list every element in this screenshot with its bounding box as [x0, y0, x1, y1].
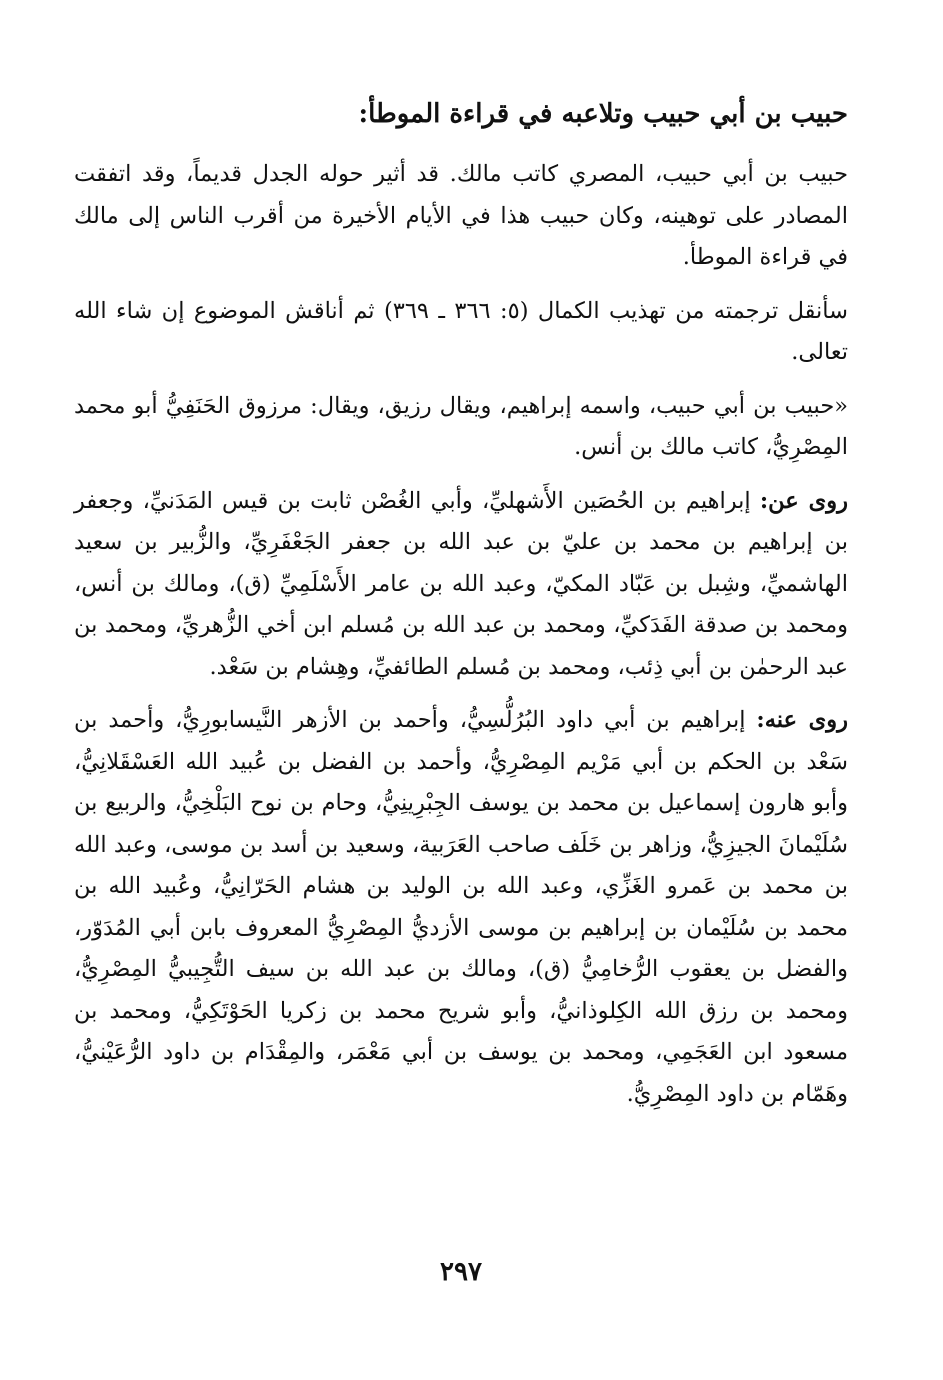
quoted-biography-paragraph: «حبيب بن أبي حبيب، واسمه إبراهيم، ويقال رزيق، ويقال: مرزوق الحَنَفِيُّ أبو محمد المِصْرِيُّ، كاتب مالك بن أنس. — [74, 392, 848, 460]
narrated-from-text: إبراهيم بن الحُصَين الأَشهليِّ، وأبي الغُصْن ثابت بن قيس المَدَنيِّ، وجعفر بن إبراهيم بن محمد بن عليّ بن عبد الله بن جعفر الجَعْفَرِيِّ، والزُّبير بن سعيد الهاشميِّ، وشِبل بن عَبّاد المكيّ، وعبد الله بن عامر الأَسْلَمِيِّ (ق)، ومالك بن أنس، ومحمد بن صدقة الفَدَكيِّ، ومحمد بن عبد الله بن مُسلم ابن أخي الزُّهريِّ، ومحمد بن عبد الرحمٰن بن أبي ذِئب، ومحمد بن مُسلم الطائفيِّ، وهِشام بن سَعْد. — [74, 487, 848, 680]
narrated-by-paragraph — [74, 700, 848, 1115]
narrated-from-paragraph — [74, 481, 848, 689]
plan-paragraph: سأنقل ترجمته من تهذيب الكمال (٥: ٣٦٦ ـ ٣٦٩) ثم أناقش الموضوع إن شاء الله تعالى. — [74, 297, 849, 365]
intro-paragraph: حبيب بن أبي حبيب، المصري كاتب مالك. قد أثير حوله الجدل قديماً، وقد اتفقت المصادر على توهينه، وكان حبيب هذا في الأيام الأخيرة من أقرب الناس إلى مالك في قراءة الموطأ. — [74, 161, 848, 270]
narrated-by-text: إبراهيم بن أبي داود البُرُلُّسِيُّ، وأحمد بن الأزهر النَّيسابورِيُّ، وأحمد بن سَعْد بن الحكم بن أبي مَرْيم المِصْرِيُّ، وأحمد بن الفضل بن عُبيد الله العَسْقَلانِيُّ، وأبو هارون إسماعيل بن محمد بن يوسف الجِبْرِينِيُّ، وحام بن نوح البَلْخِيُّ، والربيع بن سُلَيْمانَ الجيزِيُّ، وزاهر بن خَلَف صاحب العَرَبية، وسعيد بن أسد بن موسى، وعبد الله بن محمد بن عَمرو الغَزِّي، وعبد الله بن الوليد بن هشام الحَرّانِيُّ، وعُبيد الله بن محمد بن سُلَيْمان بن إبراهيم بن موسى الأزديُّ المِصْرِيُّ المعروف بابن أبي المُدَوّر، والفضل بن يعقوب الرُّخامِيُّ (ق)، ومالك بن عبد الله بن سيف التُّجِيبيُّ المِصْرِيُّ، ومحمد بن رزق الله الكِلوذانيُّ، وأبو شريح محمد بن زكريا الحَوْتَكِيُّ، ومحمد بن مسعود ابن العَجَمِي، ومحمد بن يوسف بن أبي مَعْمَر، والمِقْدَام بن داود الرُّعَيْنيُّ، وهَمّام بن داود المِصْرِيُّ. — [74, 707, 848, 1107]
narrated-by-label: روى عنه: — [756, 707, 848, 733]
page-number: ٢٩٧ — [440, 1257, 482, 1287]
section-heading: حبيب بن أبي حبيب وتلاعبه في قراءة الموطأ: — [358, 99, 848, 129]
book-page — [74, 92, 848, 1372]
narrated-from-label: روى عن: — [759, 487, 848, 514]
